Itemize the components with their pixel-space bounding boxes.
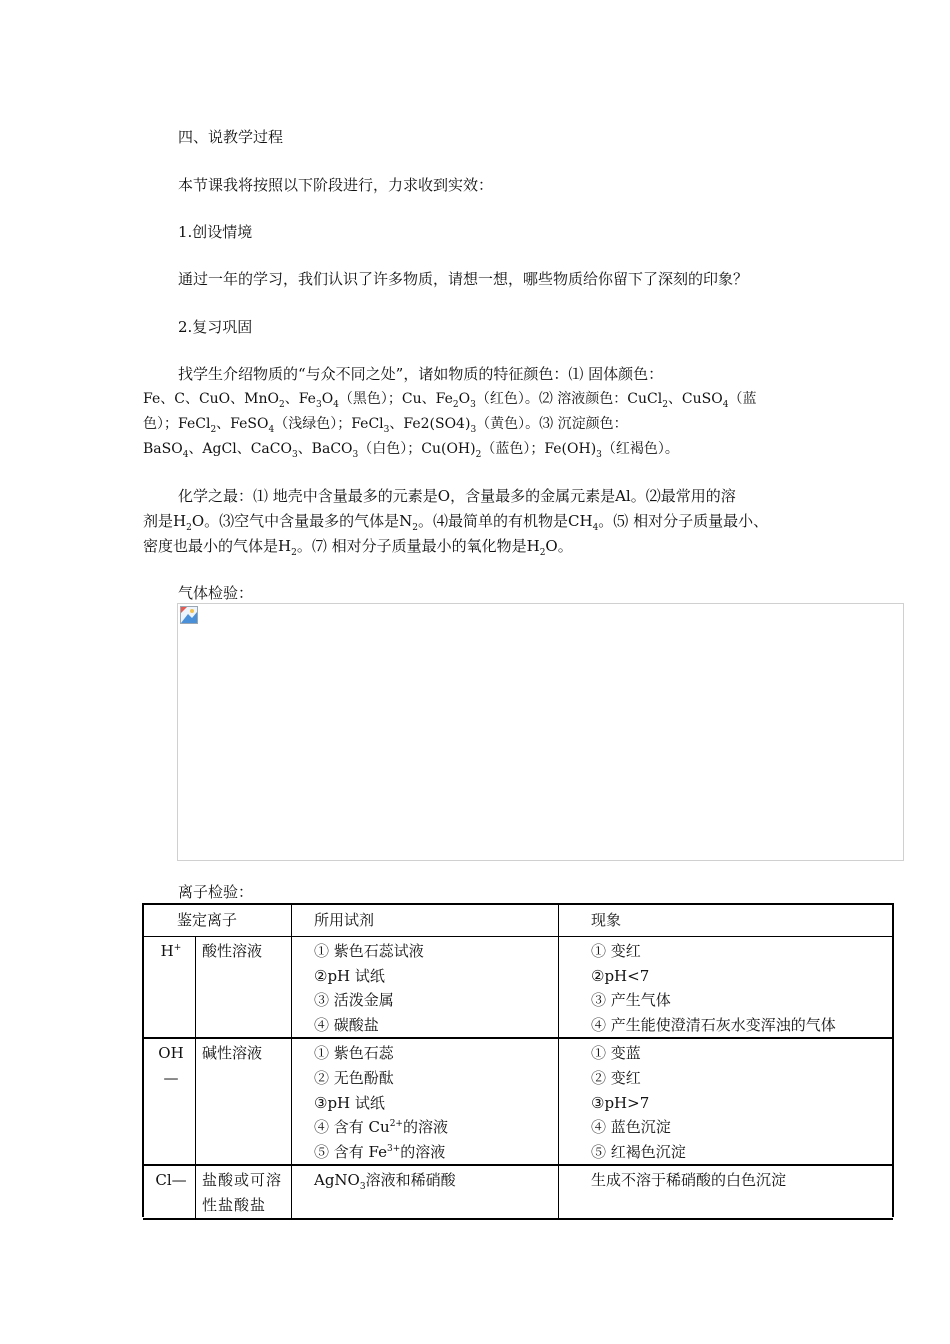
list-item: ⑤ 红褐色沉淀 <box>591 1142 686 1161</box>
colors-line-4: BaSO$_4$、AgCl、CaCO$_3$、BaCO$_3$（白色）；$Cu(OH)_2$（蓝色）；$Fe(OH)_3$（红褐色）。 <box>143 441 679 460</box>
list-item: ④ 产生能使澄清石灰水变浑浊的气体 <box>591 1015 836 1034</box>
header-reagent: 所用试剂 <box>292 904 559 937</box>
list-item: ③pH 试纸 <box>314 1093 385 1112</box>
ion-cell: H+ <box>143 937 196 1039</box>
list-item: ④ 蓝色沉淀 <box>591 1118 671 1137</box>
chem-most-line-3: 密度也最小的气体是$H_2$。⑺ 相对分子质量最小的氧化物是$H_2O$。 <box>143 537 573 558</box>
chem-most-line-2: 剂是$H_2O$。⑶空气中含量最多的气体是$N_2$。⑷最简单的有机物是$CH_4$。⑸ 相对分子质量最小、 <box>143 512 769 533</box>
list-item: ② 变红 <box>591 1068 641 1087</box>
colors-line-3: 色）；FeCl$_2$、FeSO$_4$（浅绿色）；FeCl$_3$、$Fe2(SO4)_3$（黄色）。⑶ 沉淀颜色： <box>143 416 628 435</box>
colors-line-2: Fe、C、CuO、MnO$_2$、$Fe_3O_4$（黑色）；Cu、$Fe_2O_3$（红色）。⑵ 溶液颜色：CuCl$_2$、CuSO$_4$（蓝 <box>143 391 757 410</box>
list-item: ② 无色酚酞 <box>314 1068 394 1087</box>
list-item: ④ 含有 $Cu^{2+}$的溶液 <box>314 1118 448 1137</box>
phenomena-cell <box>559 1038 894 1165</box>
phenomena-cell <box>559 937 894 1039</box>
table-row <box>143 1038 893 1165</box>
gas-title: 气体检验： <box>178 584 254 602</box>
reagents-cell <box>292 937 559 1039</box>
header-phenomenon: 现象 <box>559 904 894 937</box>
list-item: ②pH 试纸 <box>314 966 385 985</box>
reagents-cell: AgNO$_3$溶液和稀硝酸 <box>292 1165 559 1218</box>
list-item: ① 紫色石蕊试液 <box>314 942 424 960</box>
list-item: ③pH>7 <box>591 1093 650 1112</box>
section-heading: 四、说教学过程 <box>178 128 284 146</box>
list-item: ⑤ 含有 $Fe^{3+}$的溶液 <box>314 1142 446 1161</box>
table-row <box>143 1165 893 1218</box>
step2-title: 2.复习巩固 <box>178 318 253 336</box>
ion-cell: Cl— <box>143 1165 196 1218</box>
reagents-cell <box>292 1038 559 1165</box>
ion-title: 离子检验： <box>178 883 254 901</box>
colors-line-1: 找学生介绍物质的“与众不同之处”，诸如物质的特征颜色：⑴ 固体颜色： <box>178 365 664 383</box>
intro-text: 本节课我将按照以下阶段进行，力求收到实效： <box>178 176 494 194</box>
type-cell: 盐酸或可溶性盐酸盐 <box>196 1165 292 1218</box>
chem-most-line-1: 化学之最：⑴ 地壳中含量最多的元素是O，含量最多的金属元素是Al。⑵最常用的溶 <box>178 487 736 505</box>
list-item: ① 变蓝 <box>591 1044 641 1063</box>
phenomena-cell: 生成不溶于稀硝酸的白色沉淀 <box>559 1165 894 1218</box>
list-item: ③ 产生气体 <box>591 991 671 1010</box>
list-item: ① 紫色石蕊 <box>314 1044 394 1063</box>
ion-test-table <box>143 903 893 1220</box>
step1-text: 通过一年的学习，我们认识了许多物质，请想一想，哪些物质给你留下了深刻的印象？ <box>178 270 749 288</box>
type-cell: 碱性溶液 <box>196 1038 292 1165</box>
header-ion: 鉴定离子 <box>143 904 292 937</box>
ion-cell: OH— <box>143 1038 196 1165</box>
table-header-row <box>143 904 893 937</box>
gas-test-image-placeholder <box>177 603 904 861</box>
type-cell: 酸性溶液 <box>196 937 292 1039</box>
broken-image-icon <box>180 606 198 624</box>
list-item: ① 变红 <box>591 942 641 960</box>
list-item: ②pH<7 <box>591 966 650 985</box>
list-item: ③ 活泼金属 <box>314 991 394 1010</box>
table-row <box>143 937 893 1039</box>
step1-title: 1.创设情境 <box>178 223 253 241</box>
list-item: ④ 碳酸盐 <box>314 1015 379 1034</box>
